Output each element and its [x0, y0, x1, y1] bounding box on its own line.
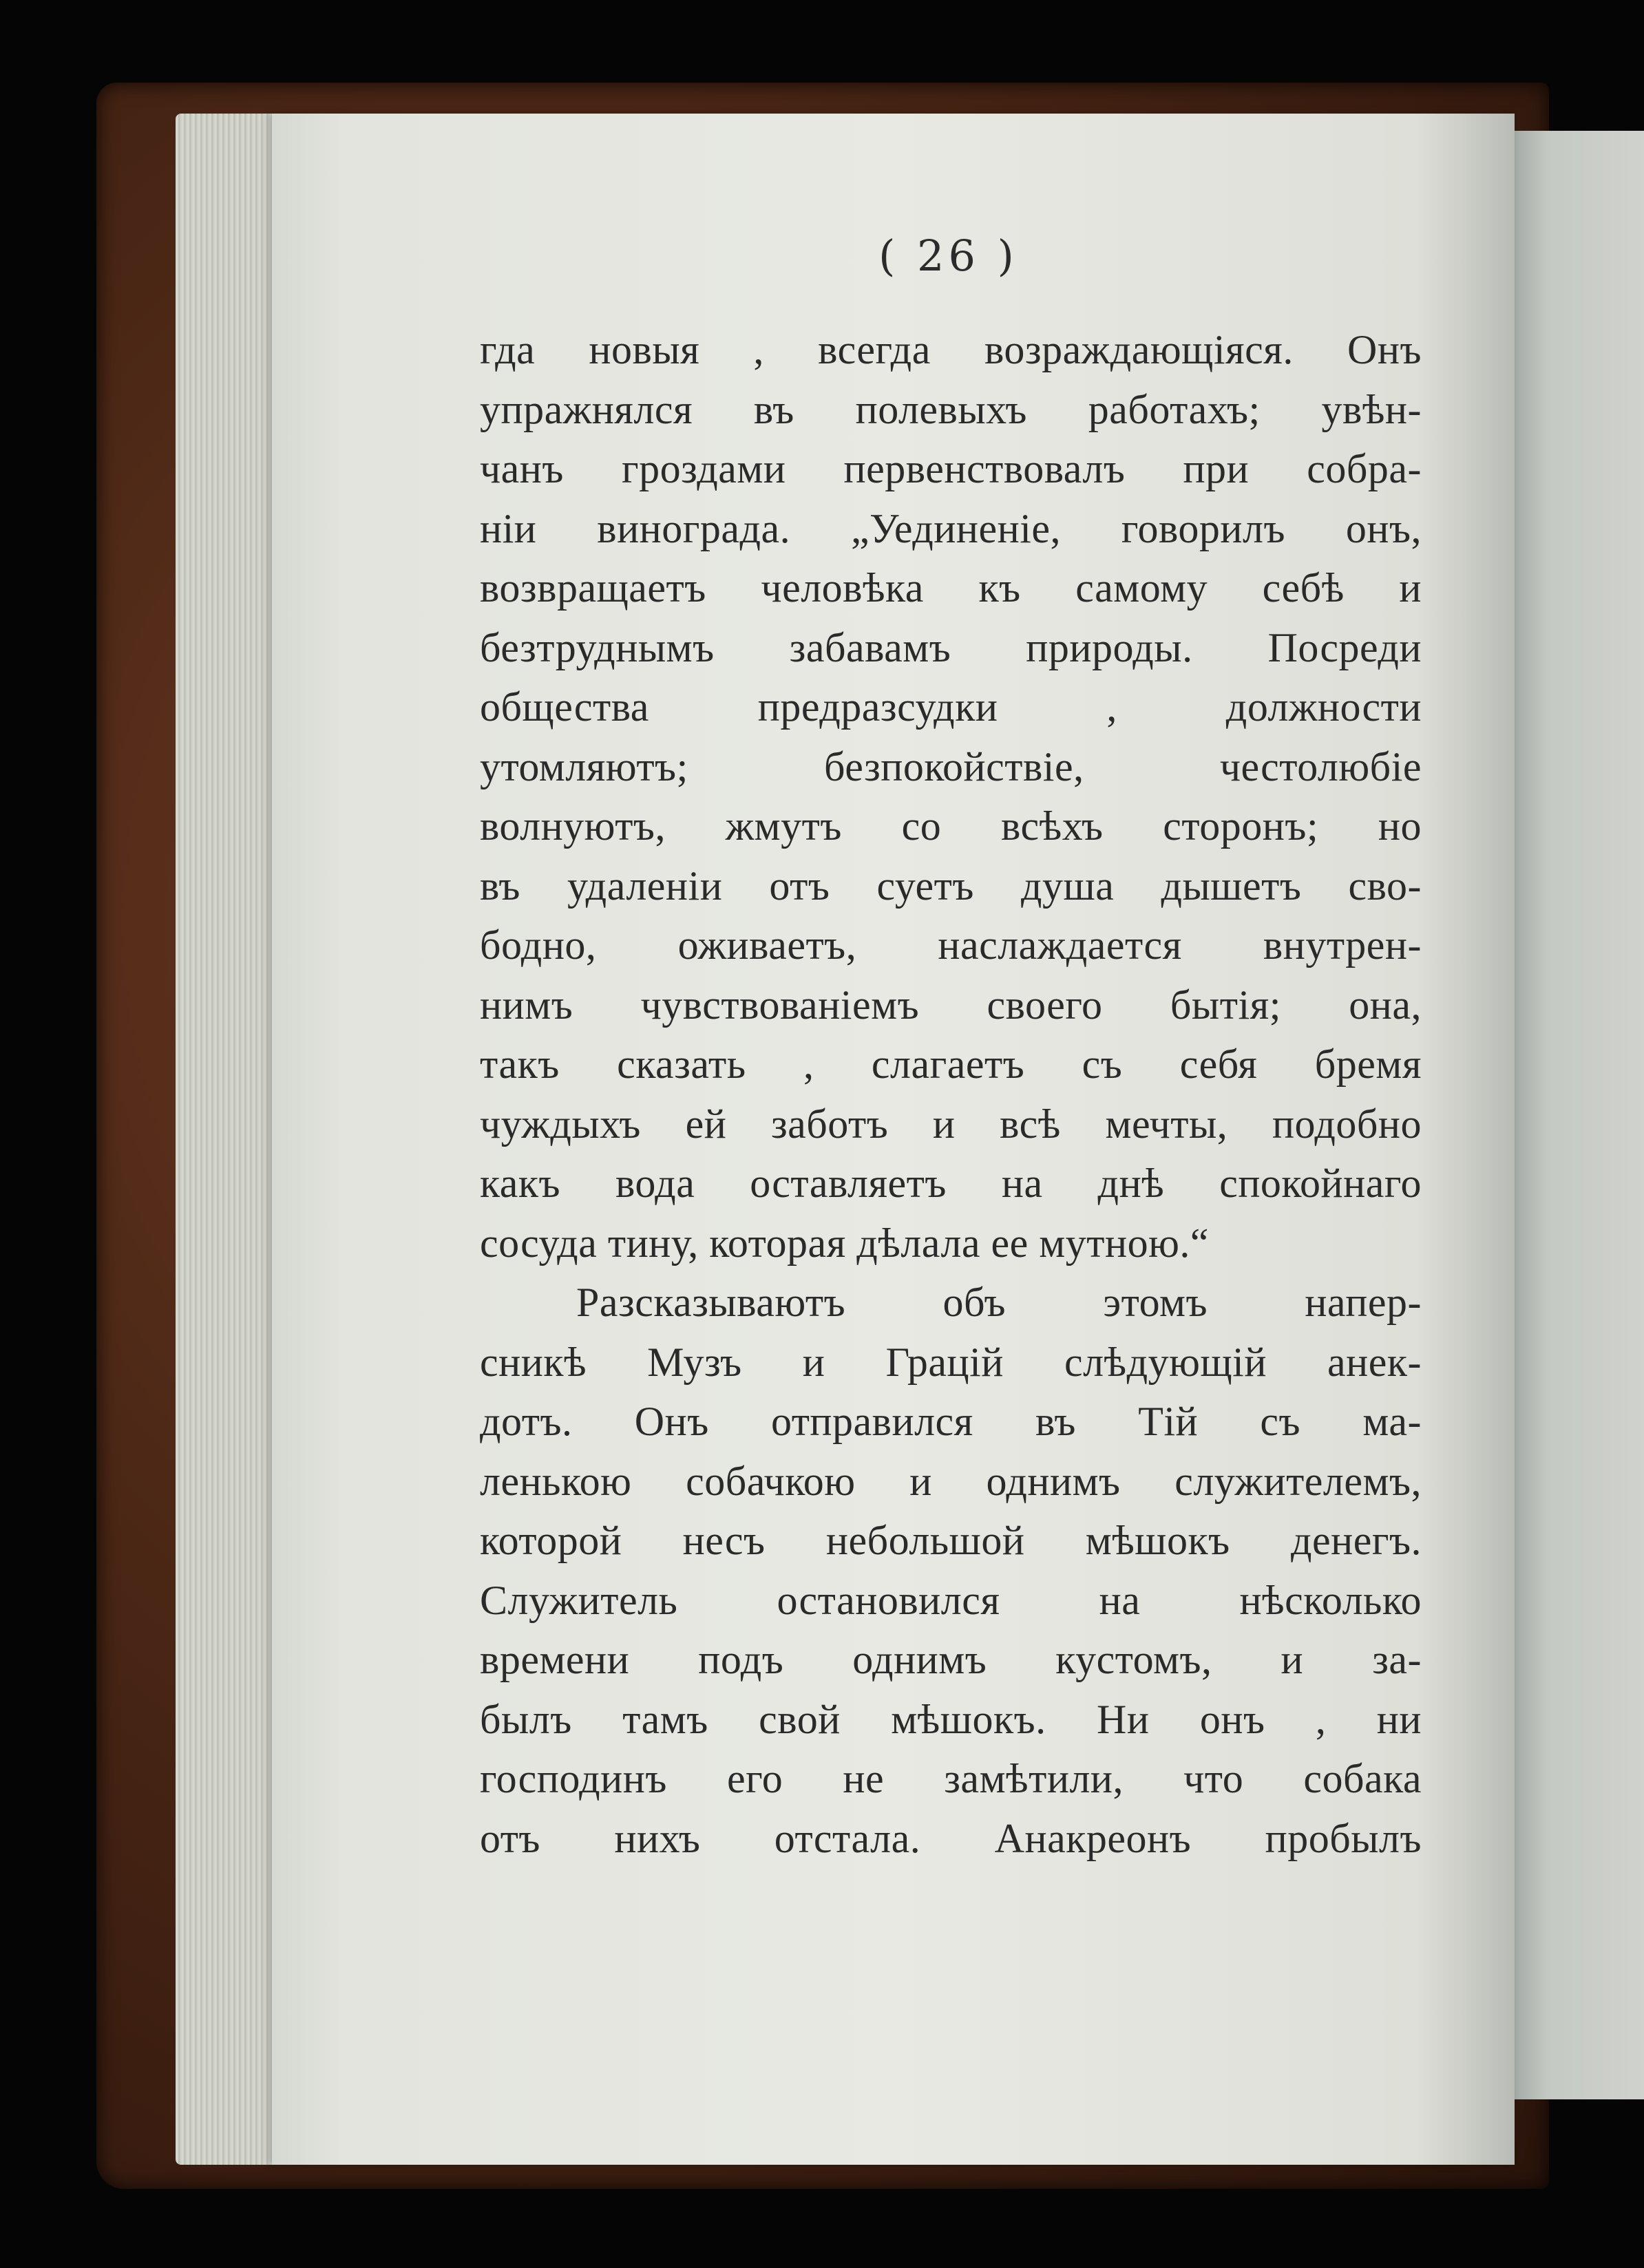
text-line: утомляютъ; безпокойствіе, честолюбіе	[480, 743, 1422, 789]
text-line-paragraph-start: Разсказываютъ объ этомъ напер-	[576, 1280, 1422, 1325]
text-line: въ удаленіи отъ суетъ душа дышетъ сво-	[480, 862, 1422, 909]
text-line: времени подъ однимъ кустомъ, и за-	[480, 1637, 1422, 1682]
text-line: нимъ чувствованіемъ своего бытія; она,	[480, 982, 1422, 1028]
text-line: дотъ. Онъ отправился въ Тій съ ма-	[480, 1399, 1422, 1444]
page-number: ( 26 )	[878, 231, 1018, 281]
text-line: такъ сказать , слагаетъ съ себя бремя	[480, 1041, 1422, 1087]
stacked-page-edges	[176, 114, 286, 2165]
text-line: Служитель остановился на нѣсколько	[480, 1577, 1422, 1623]
text-line: ніи винограда. „Уединеніе, говорилъ онъ,	[480, 505, 1422, 551]
body-text	[480, 320, 1422, 1868]
text-line: безтруднымъ забавамъ природы. Посреди	[480, 624, 1422, 670]
text-line: возвращаетъ человѣка къ самому себѣ и	[480, 565, 1422, 611]
book-page	[272, 114, 1515, 2165]
text-line: чуждыхъ ей заботъ и всѣ мечты, подобно	[480, 1101, 1422, 1147]
text-line: бодно, оживаетъ, наслаждается внутрен-	[480, 922, 1422, 968]
text-line: сосуда тину, которая дѣлала ее мутною.“	[480, 1220, 1210, 1266]
text-line: которой несъ небольшой мѣшокъ денегъ.	[480, 1518, 1422, 1563]
text-line: господинъ его не замѣтили, что собака	[480, 1756, 1422, 1801]
text-line: волнуютъ, жмутъ со всѣхъ сторонъ; но	[480, 803, 1422, 849]
text-line: ленькою собачкою и однимъ служителемъ,	[480, 1458, 1422, 1504]
text-line: былъ тамъ свой мѣшокъ. Ни онъ , ни	[480, 1696, 1422, 1742]
text-line: отъ нихъ отстала. Анакреонъ пробылъ	[480, 1815, 1422, 1861]
text-line: гда новыя , всегда возраждающіяся. Онъ	[480, 327, 1422, 372]
text-line: сникѣ Музъ и Грацій слѣдующій анек-	[480, 1339, 1422, 1385]
text-line: упражнялся въ полевыхъ работахъ; увѣн-	[480, 386, 1422, 432]
facing-page-edge	[1508, 131, 1644, 2099]
text-line: общества предразсудки , должности	[480, 684, 1422, 730]
text-line: какъ вода оставляетъ на днѣ спокойнаго	[480, 1161, 1422, 1206]
text-line: чанъ гроздами первенствовалъ при собра-	[480, 446, 1422, 491]
